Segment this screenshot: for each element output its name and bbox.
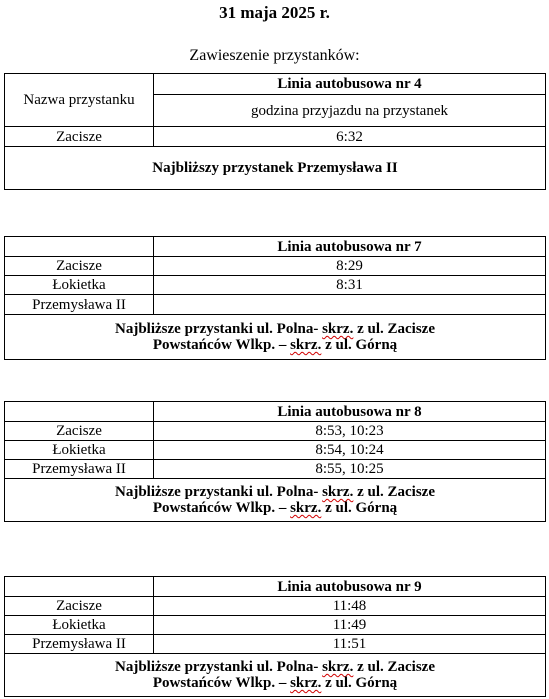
stop-name-header: Nazwa przystanku [5, 74, 154, 127]
nearest-stops-note [5, 315, 546, 360]
empty-header-cell [5, 237, 154, 257]
note-abbreviation: skrz. [290, 675, 322, 691]
note-abbreviation: skrz. [290, 500, 322, 516]
line-title: Linia autobusowa nr 4 [154, 74, 546, 95]
note-text: Powstańców Wlkp. – [152, 500, 291, 516]
arrival-time: 11:48 [154, 597, 546, 616]
stop-name: Przemysława II [5, 635, 154, 654]
note-text: Powstańców Wlkp. – [152, 675, 291, 691]
stop-name: Łokietka [5, 276, 154, 295]
note-text: z ul. Górną [321, 675, 398, 691]
stop-name: Zacisze [5, 127, 154, 147]
stop-name: Zacisze [5, 597, 154, 616]
note-line-2 [5, 675, 545, 691]
stop-name: Przemysława II [5, 295, 154, 315]
nearest-stop-note: Najbliższy przystanek Przemysława II [5, 147, 546, 190]
nearest-stops-note [5, 654, 546, 697]
note-text: z ul. Zacisze [353, 484, 435, 500]
schedule-table-line-8 [4, 401, 546, 522]
section-title: Zawieszenie przystanków: [189, 47, 360, 64]
arrival-time [154, 295, 546, 315]
stop-name: Zacisze [5, 422, 154, 441]
arrival-time: 8:53, 10:23 [154, 422, 546, 441]
note-text: Najbliższe przystanki ul. Polna- [115, 484, 323, 500]
arrival-time: 8:54, 10:24 [154, 441, 546, 460]
line-title: Linia autobusowa nr 8 [154, 402, 546, 422]
stop-name: Przemysława II [5, 460, 154, 479]
note-text: Powstańców Wlkp. – [152, 337, 291, 353]
note-line-1 [5, 484, 545, 500]
line-title: Linia autobusowa nr 9 [154, 577, 546, 597]
arrival-time: 11:49 [154, 616, 546, 635]
note-line-2 [5, 500, 545, 516]
note-text: Najbliższe przystanki ul. Polna- [115, 659, 323, 675]
arrival-time: 8:29 [154, 257, 546, 276]
arrival-time-header: godzina przyjazdu na przystanek [154, 95, 546, 127]
note-line-1 [5, 659, 545, 675]
stop-name: Łokietka [5, 441, 154, 460]
empty-header-cell [5, 402, 154, 422]
arrival-time: 8:55, 10:25 [154, 460, 546, 479]
empty-header-cell [5, 577, 154, 597]
arrival-time: 6:32 [154, 127, 546, 147]
note-abbreviation: skrz. [322, 484, 354, 500]
line-title: Linia autobusowa nr 7 [154, 237, 546, 257]
note-text: z ul. Górną [321, 337, 398, 353]
stop-name: Zacisze [5, 257, 154, 276]
note-text: z ul. Górną [321, 500, 398, 516]
note-text: z ul. Zacisze [353, 321, 435, 337]
note-line-2 [5, 337, 545, 353]
note-abbreviation: skrz. [290, 337, 322, 353]
note-text: Najbliższe przystanki ul. Polna- [115, 321, 323, 337]
note-abbreviation: skrz. [322, 659, 354, 675]
document-date: 31 maja 2025 r. [219, 3, 330, 22]
note-text: z ul. Zacisze [353, 659, 435, 675]
arrival-time: 11:51 [154, 635, 546, 654]
note-abbreviation: skrz. [322, 321, 354, 337]
nearest-stops-note [5, 479, 546, 522]
arrival-time: 8:31 [154, 276, 546, 295]
note-line-1 [5, 321, 545, 337]
schedule-table-line-7 [4, 236, 546, 360]
schedule-table-line-4 [4, 73, 546, 190]
stop-name: Łokietka [5, 616, 154, 635]
schedule-table-line-9 [4, 576, 546, 697]
